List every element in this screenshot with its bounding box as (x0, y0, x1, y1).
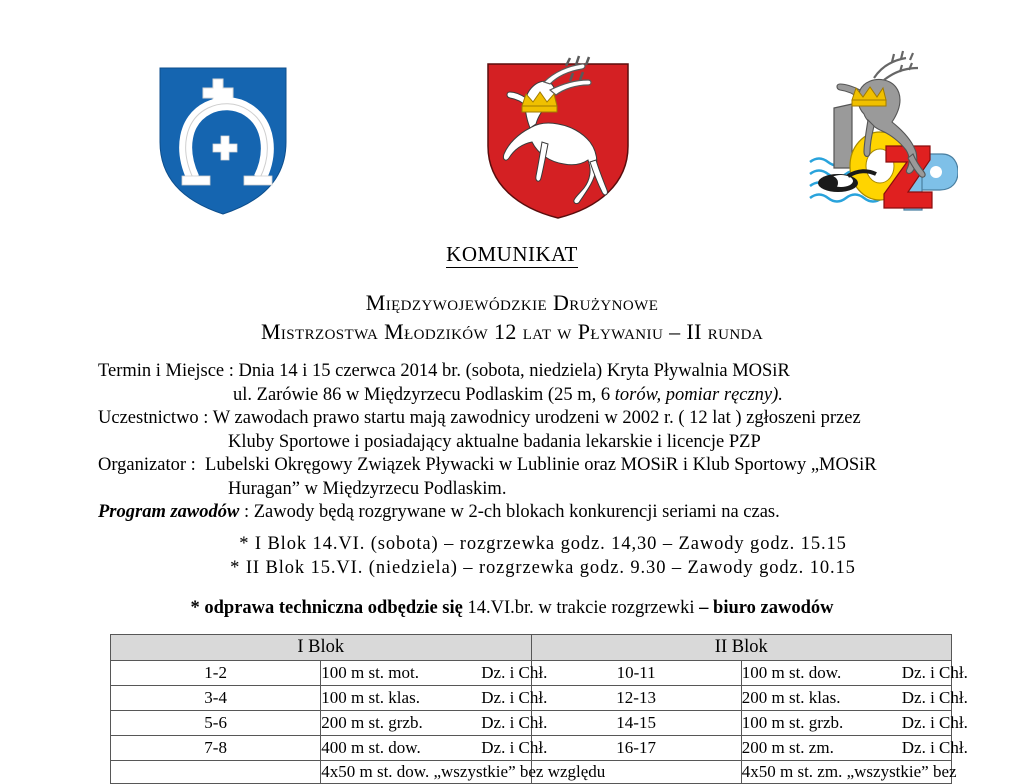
table-row (111, 661, 952, 686)
event-desc-right (741, 686, 968, 711)
event-distance-left: 100 m st. klas. (321, 688, 420, 707)
relay-text-left: 4x50 m st. dow. „wszystkie” bez względu (321, 762, 606, 781)
event-distance-left: 400 m st. dow. (321, 738, 421, 757)
termin-value-2b: torów, pomiar ręczny). (614, 384, 783, 405)
notice-regular-mid: 14.VI.br. w trakcie rozgrzewki (462, 598, 700, 618)
page-title (0, 242, 1024, 267)
table-header-block-1: I Blok (111, 635, 532, 661)
relay-desc-right (741, 761, 957, 784)
lublin-voivodeship-coat-of-arms (478, 50, 638, 222)
table-row (111, 711, 952, 736)
table-header-block-2: II Blok (531, 635, 952, 661)
page-title-text: KOMUNIKAT (446, 242, 578, 266)
event-category-left: Dz. i Chł. (481, 688, 548, 707)
subtitle-line-2: Mistrzostwa Młodzików 12 lat w Pływaniu – II runda (260, 319, 764, 344)
termin-label: Termin i Miejsce : (98, 361, 234, 381)
uczestnictwo-line-1 (98, 407, 988, 431)
relay-text-right: 4x50 m st. zm. „wszystkie” bez (741, 762, 957, 781)
relay-desc-left (321, 761, 606, 784)
event-number-left: 3-4 (111, 686, 321, 711)
event-category-right: Dz. i Chł. (901, 713, 968, 732)
event-desc-left (321, 661, 548, 686)
event-category-right: Dz. i Chł. (901, 688, 968, 707)
event-distance-right: 200 m st. klas. (741, 688, 841, 707)
event-distance-left: 200 m st. grzb. (321, 713, 423, 732)
uczestnictwo-line-2: Kluby Sportowe i posiadający aktualne badania lekarskie i licencje PZP (228, 431, 761, 452)
event-desc-left (321, 711, 548, 736)
event-distance-right: 100 m st. grzb. (741, 713, 844, 732)
technical-briefing-notice (0, 598, 1024, 619)
event-category-left: Dz. i Chł. (481, 738, 548, 757)
table-row (111, 686, 952, 711)
organizator-line-2: Huragan” w Międzyrzecu Podlaskim. (228, 478, 507, 499)
event-category-right: Dz. i Chł. (901, 663, 968, 682)
uczestnictwo-value-1: W zawodach prawo startu mają zawodnicy urodzeni w 2002 r. ( 12 lat ) zgłoszeni przez (212, 408, 861, 428)
event-distance-left: 100 m st. mot. (321, 663, 420, 682)
termin-value-1: Dnia 14 i 15 czerwca 2014 br. (sobota, niedziela) Kryta Pływalnia MOSiR (238, 361, 790, 381)
uczestnictwo-label: Uczestnictwo : (98, 408, 209, 428)
lozp-logo (808, 50, 958, 225)
schedule-block-2: * II Blok 15.VI. (niedziela) – rozgrzewka godz. 9.30 – Zawody godz. 10.15 (230, 558, 856, 578)
program-value: : Zawody będą rozgrywane w 2-ch blokach konkurencji seriami na czas. (243, 502, 780, 522)
program-label: Program zawodów (98, 502, 240, 522)
event-desc-left (321, 686, 548, 711)
emblem-row (0, 50, 1024, 230)
body-text (98, 360, 988, 525)
event-desc-right (741, 661, 968, 686)
event-category-right: Dz. i Chł. (901, 738, 968, 757)
organizator-value-1: Lubelski Okręgowy Związek Pływacki w Lublinie oraz MOSiR i Klub Sportowy „MOSiR (205, 455, 877, 475)
event-number-right: 12-13 (531, 686, 741, 711)
table-row-relay (111, 761, 952, 784)
organizator-label: Organizator : (98, 455, 196, 475)
notice-bold-end: – biuro zawodów (699, 598, 834, 618)
table-row (111, 736, 952, 761)
relay-number-left (111, 761, 321, 784)
event-number-left: 5-6 (111, 711, 321, 736)
notice-bold-start: * odprawa techniczna odbędzie się (190, 598, 463, 618)
termin-value-2a: ul. Zarówie 86 w Międzyrzecu Podlaskim (25 m, 6 (233, 384, 615, 405)
event-number-left: 7-8 (111, 736, 321, 761)
event-distance-right: 200 m st. zm. (741, 738, 834, 757)
event-number-right: 16-17 (531, 736, 741, 761)
table-header-row (111, 635, 952, 661)
event-category-left: Dz. i Chł. (481, 713, 548, 732)
event-number-right: 14-15 (531, 711, 741, 736)
event-category-left: Dz. i Chł. (481, 663, 548, 682)
program-line (98, 501, 988, 525)
termin-line-1 (98, 360, 988, 384)
event-desc-left (321, 736, 548, 761)
event-number-right: 10-11 (531, 661, 741, 686)
event-number-left: 1-2 (111, 661, 321, 686)
program-table (110, 634, 968, 784)
schedule-block-1: * I Blok 14.VI. (sobota) – rozgrzewka godz. 14,30 – Zawody godz. 15.15 (239, 534, 847, 554)
event-distance-right: 100 m st. dow. (741, 663, 842, 682)
organizator-line-1 (98, 454, 988, 478)
miedzyrzec-podlaski-coat-of-arms (148, 50, 298, 220)
event-desc-right (741, 711, 968, 736)
subtitle-line-1: Międzywojewódzkie Drużynowe (365, 290, 659, 315)
termin-line-2 (98, 384, 988, 408)
event-desc-right (741, 736, 968, 761)
